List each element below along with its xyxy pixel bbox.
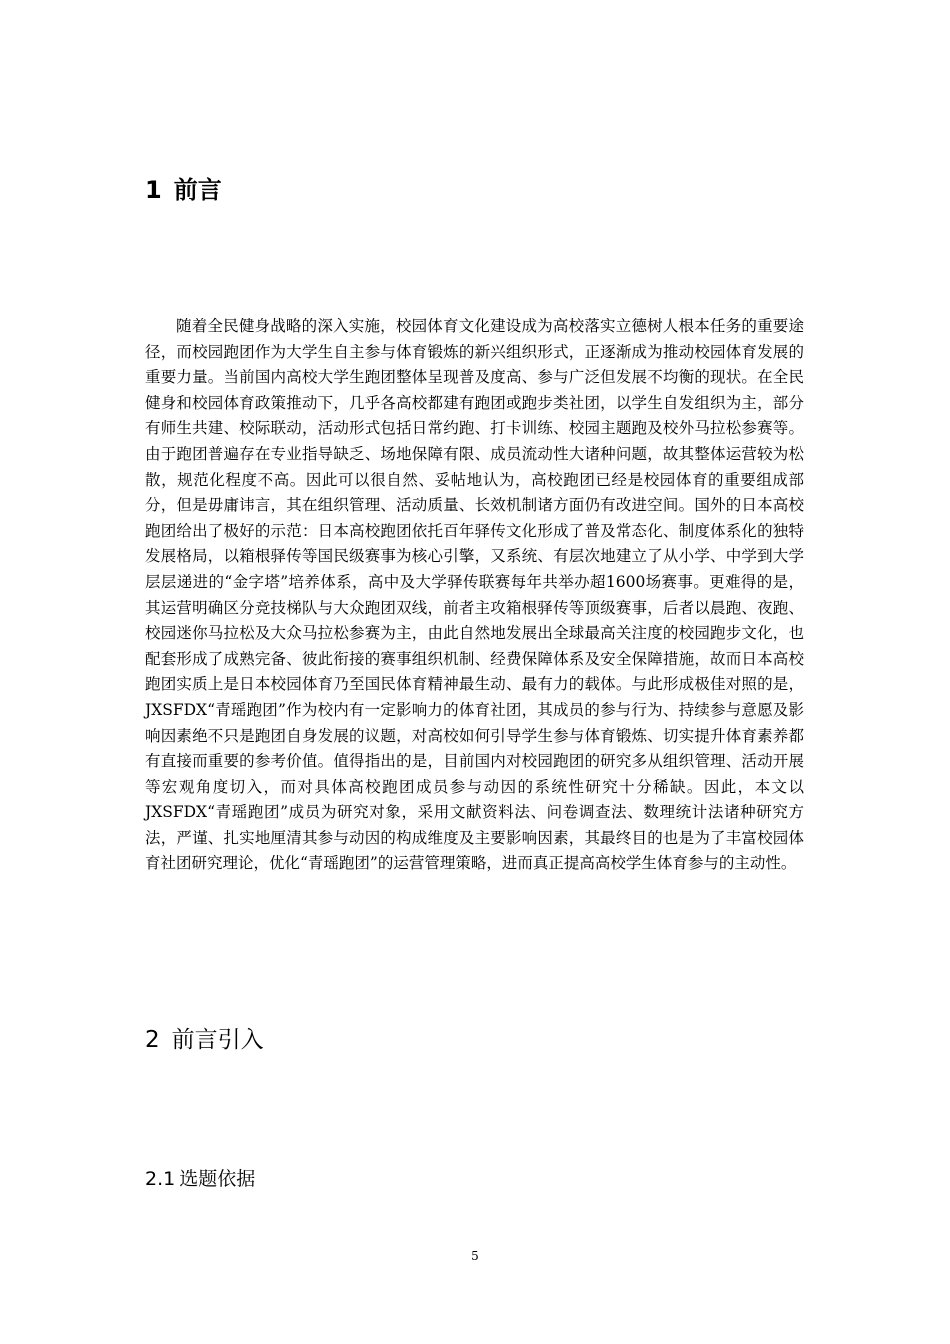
- section-title: 前言: [173, 176, 222, 204]
- subsection-title: 选题依据: [179, 1168, 256, 1190]
- section-number: 2: [145, 1027, 160, 1053]
- subsection-number: 2.1: [145, 1168, 176, 1190]
- subsection-heading-2-1: [145, 1165, 255, 1193]
- section-heading-1: [145, 172, 222, 208]
- section-title: 前言引入: [171, 1027, 264, 1053]
- page-number: 5: [471, 1249, 479, 1263]
- section-heading-2: [145, 1023, 264, 1057]
- body-paragraph: 随着全民健身战略的深入实施，校园体育文化建设成为高校落实立德树人根本任务的重要途径，而校园跑团作为大学生自主参与体育锻炼的新兴组织形式，正逐渐成为推动校园体育发展的重要力量。当前国内高校大学生跑团整体呈现普及度高、参与广泛但发展不均衡的现状。在全民健身和校园体育政策推动下，几乎各高校都建有跑团或跑步类社团，以学生自发组织为主，部分有师生共建、校际联动，活动形式包括日常约跑、打卡训练、校园主题跑及校外马拉松参赛等。由于跑团普遍存在专业指导缺乏、场地保障有限、成员流动性大诸种问题，故其整体运营较为松散，规范化程度不高。因此可以很自然、妥帖地认为，高校跑团已经是校园体育的重要组成部分，但是毋庸讳言，其在组织管理、活动质量、长效机制诸方面仍有改进空间。国外的日本高校跑团给出了极好的示范：日本高校跑团依托百年驿传文化形成了普及常态化、制度体系化的独特发展格局，以箱根驿传等国民级赛事为核心引擎，又系统、有层次地建立了从小学、中学到大学层层递进的“金字塔”培养体系，高中及大学驿传联赛每年共举办超1600场赛事。更难得的是，其运营明确区分竞技梯队与大众跑团双线，前者主攻箱根驿传等顶级赛事，后者以晨跑、夜跑、校园迷你马拉松及大众马拉松参赛为主，由此自然地发展出全球最高关注度的校园跑步文化，也配套形成了成熟完备、彼此衔接的赛事组织机制、经费保障体系及安全保障措施，故而日本高校跑团实质上是日本校园体育乃至国民体育精神最生动、最有力的载体。与此形成极佳对照的是，JXSFDX“青瑶跑团”作为校内有一定影响力的体育社团，其成员的参与行为、持续参与意愿及影响因素绝不只是跑团自身发展的议题，对高校如何引导学生参与体育锻炼、切实提升体育素养都有直接而重要的参考价值。值得指出的是，目前国内对校园跑团的研究多从组织管理、活动开展等宏观角度切入，而对具体高校跑团成员参与动因的系统性研究十分稀缺。因此，本文以JXSFDX“青瑶跑团”成员为研究对象，采用文献资料法、问卷调查法、数理统计法诸种研究方法，严谨、扎实地厘清其参与动因的构成维度及主要影响因素，其最终目的也是为了丰富校园体育社团研究理论，优化“青瑶跑团”的运营管理策略，进而真正提高高校学生体育参与的主动性。: [145, 317, 804, 873]
- section-number: 1: [145, 176, 162, 204]
